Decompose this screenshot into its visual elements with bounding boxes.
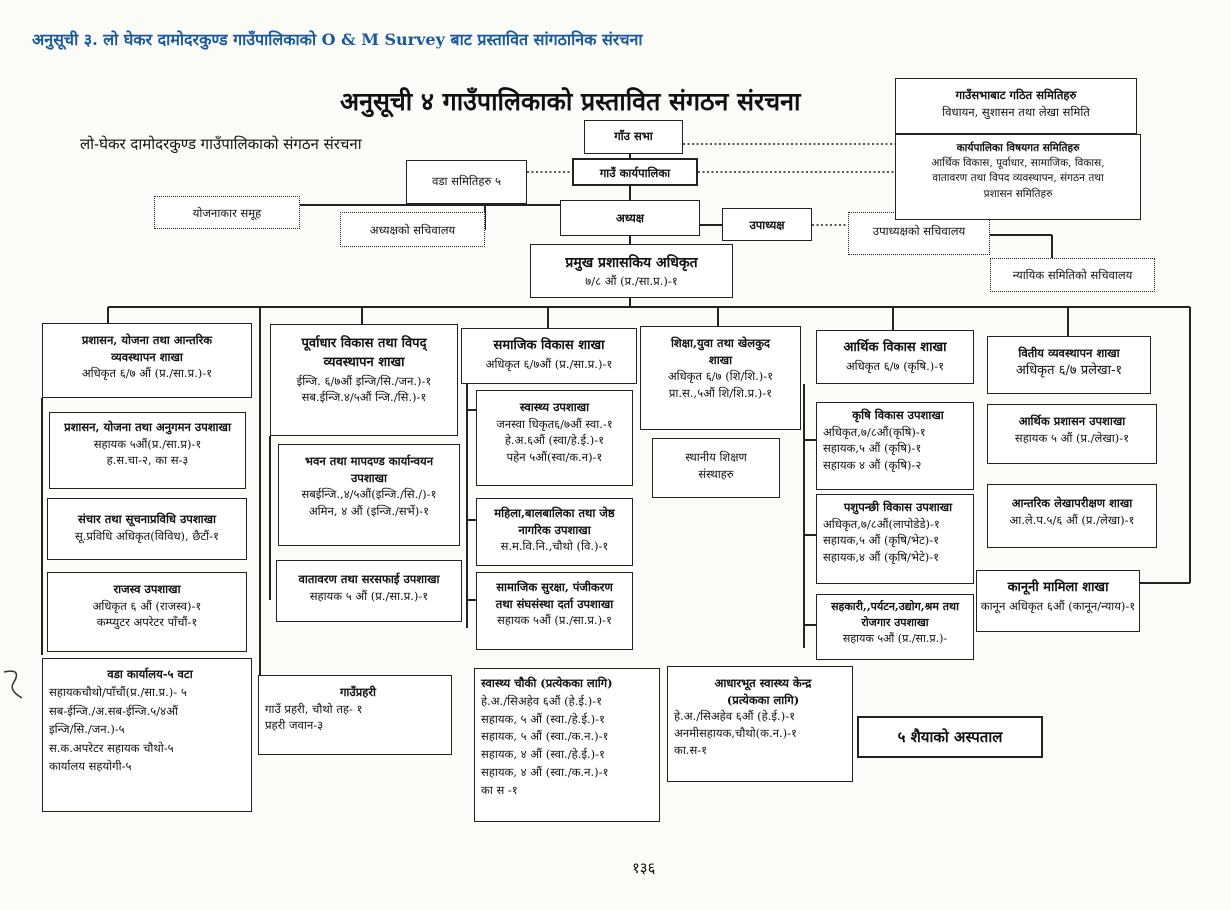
admin-planning-subbranch-title: प्रशासन, योजना तथा अनुगमन उपशाखा bbox=[64, 420, 231, 434]
village-assembly-box bbox=[584, 120, 683, 154]
health-subbranch-line-2: हे.अ.६औं (स्वा/हे.ई.)-१ bbox=[504, 433, 605, 448]
cooperative-subbranch-line: सहायक ५औं (प्र./सा.प्र.)- bbox=[842, 631, 948, 645]
executive-committees-title: कार्यपालिका विषयगत समितिहरु bbox=[956, 142, 1080, 154]
legal-affairs-branch-box bbox=[976, 570, 1140, 632]
financial-admin-subbranch-box bbox=[987, 404, 1157, 464]
executive-committees-box bbox=[895, 134, 1141, 220]
assembly-committees-box bbox=[895, 78, 1137, 134]
infrastructure-branch-title-2: व्यवस्थापन शाखा bbox=[323, 354, 405, 370]
health-post-line-4: सहायक, ४ औं (स्वा./हे.ई.)-१ bbox=[481, 747, 605, 762]
internal-audit-branch-line: आ.ले.प.५/६ औं (प्र./लेखा)-१ bbox=[1009, 512, 1135, 527]
infrastructure-branch-box bbox=[270, 324, 458, 436]
primary-health-center-box bbox=[667, 666, 853, 782]
assembly-committees-title: गाउँसभाबाट गठित समितिहरु bbox=[955, 88, 1077, 102]
ict-subbranch-title: संचार तथा सूचनाप्रविधि उपशाखा bbox=[77, 512, 217, 526]
ward-office-line-3: इन्जि/सि./जन.)-५ bbox=[49, 722, 125, 737]
social-security-title-2: तथा संघसंस्था दर्ता उपशाखा bbox=[495, 596, 614, 611]
admin-branch-title-2: व्यवस्थापन शाखा bbox=[111, 349, 183, 364]
village-assembly-label: गाँउ सभा bbox=[614, 129, 653, 143]
finance-branch-line: अधिकृत ६/७ प्रलेखा-१ bbox=[1015, 362, 1123, 378]
infrastructure-branch-title-1: पूर्वाधार विकास तथा विपद् bbox=[301, 336, 427, 351]
agriculture-subbranch-line-2: सहायक,५ औं (कृषि)-१ bbox=[823, 441, 922, 456]
primary-health-center-title-1: आधारभूत स्वास्थ्य केन्द्र bbox=[714, 676, 812, 690]
health-subbranch-line-3: पहेन ५औं(स्वा/क.न)-१ bbox=[506, 450, 603, 465]
health-post-box bbox=[474, 668, 660, 822]
infrastructure-branch-line-2: सब.ईन्जि.४/५औं न्जि./सि.)-१ bbox=[301, 390, 427, 405]
health-post-title: स्वास्थ्य चौकी (प्रत्येकका लागि) bbox=[481, 676, 613, 690]
vice-chair-label: उपाध्यक्ष bbox=[749, 218, 785, 232]
finance-branch-title: वितीय व्यवस्थापन शाखा bbox=[1018, 346, 1120, 360]
cao-title: प्रमुख प्रशासकिय अधिकृत bbox=[565, 255, 698, 271]
primary-health-center-line-2: अनमीसहायक,चौथो(क.न.)-१ bbox=[674, 726, 798, 741]
financial-admin-subbranch-line: सहायक ५ औं (प्र./लेखा)-१ bbox=[1014, 430, 1130, 445]
ict-subbranch-box bbox=[47, 498, 247, 560]
cooperative-subbranch-title-2: रोजगार उपशाखा bbox=[861, 615, 929, 629]
building-standards-line-1: सबईन्जि.,४/५औं(इन्जि./सि./)-१ bbox=[301, 487, 437, 502]
chart-title: अनुसूची ४ गाउँपालिकाको प्रस्तावित संगठन संरचना bbox=[340, 87, 801, 116]
social-development-branch-box bbox=[461, 328, 637, 384]
agriculture-subbranch-title: कृषि विकास उपशाखा bbox=[852, 408, 944, 422]
executive-box bbox=[572, 158, 698, 186]
admin-planning-subbranch-line-2: ह.स.चा-२, का स-३ bbox=[106, 453, 189, 468]
social-security-subbranch-box bbox=[476, 572, 633, 650]
village-police-box bbox=[258, 675, 452, 755]
admin-branch-box bbox=[42, 323, 252, 398]
chair-secretariat-box bbox=[340, 212, 485, 247]
revenue-subbranch-box bbox=[47, 572, 247, 652]
revenue-subbranch-title: राजस्व उपशाखा bbox=[113, 582, 181, 596]
health-post-line-3: सहायक, ५ औं (स्वा./क.न.)-१ bbox=[481, 729, 609, 744]
ward-office-line-4: स.क.अपरेटर सहायक चौथो-५ bbox=[49, 740, 174, 755]
legal-affairs-branch-title: कानूनी मामिला शाखा bbox=[1007, 580, 1109, 595]
women-children-title-1: महिला,बालबालिका तथा जेष्ठ bbox=[494, 506, 615, 520]
hospital-box bbox=[857, 716, 1043, 758]
admin-branch-line: अधिकृत ६/७ औं (प्र./सा.प्र.)-१ bbox=[81, 366, 213, 381]
executive-label: गाउँ कार्यपालिका bbox=[599, 166, 671, 180]
local-schools-line-2: संस्थाहरु bbox=[698, 466, 734, 481]
livestock-subbranch-line-3: सहायक,४ औं (कृषि/भेटे)-१ bbox=[823, 550, 940, 565]
planning-group-label: योजनाकार समूह bbox=[192, 206, 262, 220]
vice-chair-secretariat-label: उपाध्यक्षको सचिवालय bbox=[872, 224, 966, 238]
ward-office-line-1: सहायकचौथो/पाँचौं(प्र./सा.प्र.)- ५ bbox=[49, 685, 187, 700]
environment-subbranch-line: सहायक ५ औं (प्र./सा.प्र.)-१ bbox=[309, 588, 429, 603]
planning-group-box bbox=[154, 196, 300, 229]
livestock-subbranch-box bbox=[816, 494, 974, 584]
infrastructure-branch-line-1: ईन्जि. ६/७औं इन्जि/सि./जन.)-१ bbox=[296, 373, 432, 388]
education-branch-title-1: शिक्षा,युवा तथा खेलकुद bbox=[670, 336, 771, 350]
primary-health-center-line-1: हे.अ./सिअहेव ६औं (हे.ई.)-१ bbox=[674, 709, 796, 724]
health-post-line-5: सहायक, ४ औं (स्वा./क.न.)-१ bbox=[481, 765, 609, 780]
building-standards-title-1: भवन तथा मापदण्ड कार्यान्वयन bbox=[304, 454, 434, 468]
chair-secretariat-label: अध्यक्षको सचिवालय bbox=[369, 223, 456, 237]
chair-label: अध्यक्ष bbox=[615, 211, 645, 225]
internal-audit-branch-title: आन्तरिक लेखापरीक्षण शाखा bbox=[1011, 496, 1133, 510]
ward-office-line-2: सब-ईन्जि./अ.सब-ईन्जि.५/४औं bbox=[49, 703, 178, 718]
admin-planning-subbranch-line-1: सहायक ५औं(प्र./सा.प्र)-१ bbox=[93, 436, 202, 451]
health-subbranch-line-1: जनस्वा धिकृत६/७औं स्वा.-१ bbox=[496, 416, 613, 431]
women-children-subbranch-box bbox=[476, 498, 633, 566]
cooperative-subbranch-title-1: सहकारी,,पर्यटन,उद्योग,श्रम तथा bbox=[831, 600, 959, 613]
social-security-title-1: सामाजिक सुरक्षा, पंजीकरण bbox=[496, 580, 613, 594]
health-post-line-1: हे.अ./सिअहेव ६औं (हे.ई.)-१ bbox=[481, 693, 603, 708]
health-subbranch-box bbox=[476, 390, 633, 486]
women-children-title-2: नागरिक उपशाखा bbox=[518, 522, 591, 537]
economic-development-line: अधिकृत ६/७ (कृषि.)-१ bbox=[845, 358, 945, 373]
economic-development-branch-box bbox=[816, 330, 974, 384]
livestock-subbranch-line-2: सहायक,५ औं (कृषि/भेट)-१ bbox=[823, 533, 940, 548]
education-branch-line-2: प्रा.स.,५औं शि/शि.प्र.)-१ bbox=[668, 386, 773, 401]
women-children-line: स.म.वि.नि.,चौथो (वि.)-१ bbox=[500, 539, 609, 554]
chair-box bbox=[560, 200, 700, 236]
social-development-line: अधिकृत ६/७औं (प्र./सा.प्र.)-१ bbox=[485, 356, 613, 371]
building-standards-title-2: उपशाखा bbox=[350, 470, 388, 485]
executive-committees-line-3: प्रशासन समितिहरु bbox=[983, 187, 1053, 200]
local-schools-line-1: स्थानीय शिक्षण bbox=[685, 450, 747, 464]
local-schools-box bbox=[652, 438, 780, 498]
village-police-title: गाउँप्रहरी bbox=[339, 685, 377, 699]
cao-line: ७/८ औं (प्र./सा.प्र.)-१ bbox=[585, 274, 678, 289]
livestock-subbranch-line-1: अधिकृत,७/८औं(लापोडेडे)-१ bbox=[823, 516, 940, 531]
social-security-line: सहायक ५औं (प्र./सा.प्र.)-१ bbox=[497, 613, 612, 628]
agriculture-subbranch-box bbox=[816, 402, 974, 490]
cao-box bbox=[530, 244, 733, 298]
health-post-line-2: सहायक, ५ औं (स्वा./हे.ई.)-१ bbox=[481, 711, 605, 726]
livestock-subbranch-title: पशुपन्छी विकास उपशाखा bbox=[843, 500, 953, 514]
building-standards-subbranch-box bbox=[278, 444, 460, 546]
education-branch-box bbox=[640, 326, 801, 430]
admin-branch-title-1: प्रशासन, योजना तथा आन्तरिक bbox=[81, 333, 213, 347]
environment-subbranch-box bbox=[276, 560, 462, 622]
ward-office-title: वडा कार्यालय-५ वटा bbox=[107, 667, 193, 681]
executive-committees-line-2: वातावरण तथा विपद व्यवस्थापन, संगठन तथा bbox=[932, 172, 1104, 185]
agriculture-subbranch-line-1: अधिकृत,७/८औं(कृषि)-१ bbox=[823, 424, 926, 439]
ward-committees-box bbox=[406, 160, 527, 204]
financial-admin-subbranch-title: आर्थिक प्रशासन उपशाखा bbox=[1018, 414, 1126, 428]
hospital-label: ५ शैयाको अस्पताल bbox=[897, 728, 1003, 746]
ward-office-box bbox=[42, 658, 252, 812]
internal-audit-branch-box bbox=[987, 484, 1157, 548]
ict-subbranch-line: सू.प्रविधि अधिकृत(विविध), छैटौं-१ bbox=[74, 528, 220, 543]
legal-affairs-branch-line: कानून अधिकृत ६औं (कानून/न्याय)-१ bbox=[980, 598, 1136, 613]
vice-chair-box bbox=[722, 208, 812, 241]
village-police-line-1: गाउँ प्रहरी, चौथो तह- १ bbox=[265, 701, 363, 716]
primary-health-center-line-3: का.स-१ bbox=[674, 742, 708, 757]
admin-planning-subbranch-box bbox=[49, 412, 246, 489]
agriculture-subbranch-line-3: सहायक ४ औं (कृषि)-२ bbox=[823, 458, 922, 473]
judicial-secretariat-box bbox=[990, 258, 1155, 292]
health-subbranch-title: स्वास्थ्य उपशाखा bbox=[519, 400, 590, 414]
village-police-line-2: प्रहरी जवान-३ bbox=[265, 718, 324, 733]
assembly-committees-body: विधायन, सुशासन तथा लेखा समिति bbox=[942, 104, 1090, 119]
ward-committees-label: वडा समितिहरु ५ bbox=[432, 174, 501, 188]
economic-development-title: आर्थिक विकास शाखा bbox=[843, 340, 947, 355]
education-branch-line-1: अधिकृत ६/७ (शि/शि.)-१ bbox=[667, 369, 774, 384]
judicial-secretariat-label: न्यायिक समितिको सचिवालय bbox=[1012, 268, 1133, 282]
health-post-line-6: का स -१ bbox=[481, 782, 518, 797]
revenue-subbranch-line-1: अधिकृत ६ औं (राजस्व)-१ bbox=[92, 598, 202, 613]
education-branch-title-2: शाखा bbox=[708, 352, 733, 367]
ward-office-line-5: कार्यालय सहयोगी-५ bbox=[49, 758, 132, 773]
building-standards-line-2: अमिन, ४ औं (इन्जि./सर्भे)-१ bbox=[308, 504, 430, 519]
page-number: १३६ bbox=[632, 859, 656, 877]
environment-subbranch-title: वातावरण तथा सरसफाई उपशाखा bbox=[298, 572, 440, 586]
executive-committees-line-1: आर्थिक विकास, पूर्वाधार, सामाजिक, विकास, bbox=[931, 157, 1105, 170]
finance-branch-box bbox=[987, 336, 1151, 394]
revenue-subbranch-line-2: कम्प्युटर अपरेटर पाँचौं-१ bbox=[96, 615, 198, 630]
primary-health-center-title-2: (प्रत्येकका लागि) bbox=[726, 692, 800, 707]
page-caption: अनुसूची ३. लो घेकर दामोदरकुण्ड गाउँपालिकाको O & M Survey बाट प्रस्तावित सांगठानिक संरचना bbox=[32, 30, 643, 49]
social-development-title: समाजिक विकास शाखा bbox=[493, 338, 605, 353]
cooperative-subbranch-box bbox=[816, 594, 974, 660]
chart-subtitle: लो-घेकर दामोदरकुण्ड गाउँपालिकाको संगठन संरचना bbox=[80, 135, 362, 153]
